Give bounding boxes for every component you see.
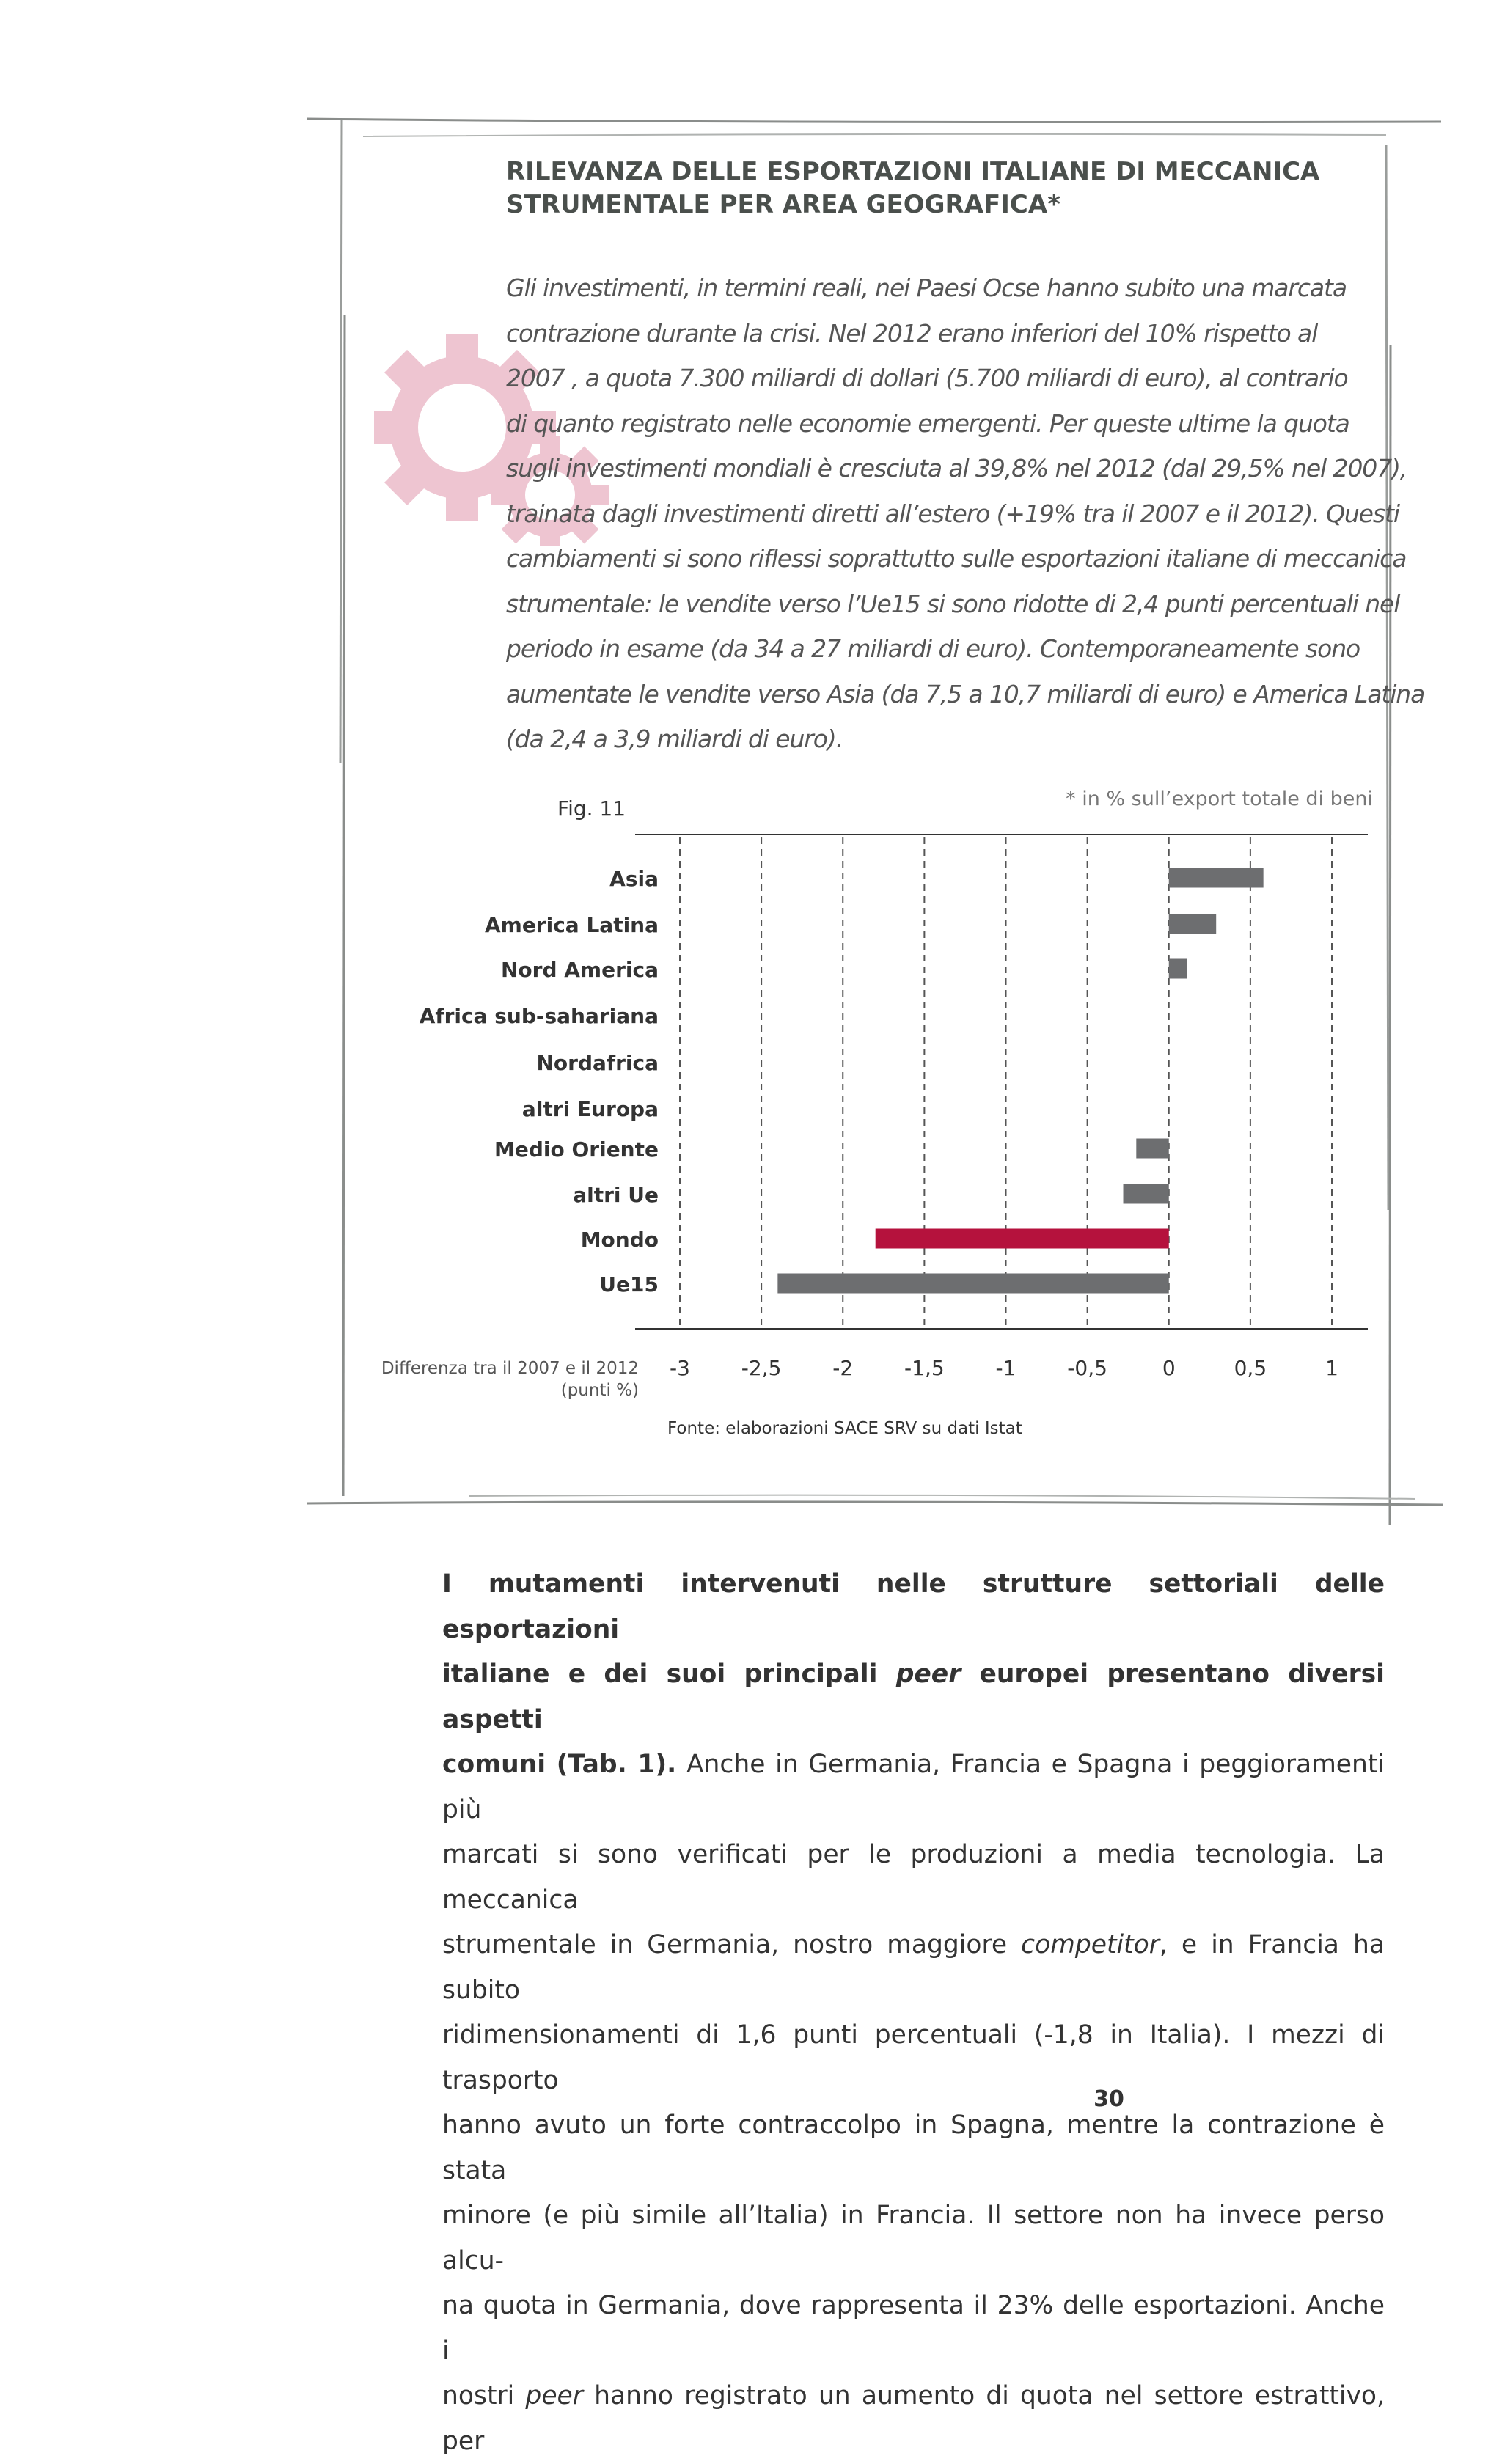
body-line: comuni (Tab. 1). Anche in Germania, Francia e Spagna i peggioramenti più	[442, 1750, 1385, 1825]
category-label: America Latina	[484, 913, 659, 937]
category-label: Asia	[609, 867, 659, 891]
chart-note: * in % sull’export totale di beni	[1066, 788, 1373, 810]
bar	[1169, 914, 1216, 934]
bar	[1136, 1139, 1168, 1159]
intro-line: contrazione durante la crisi. Nel 2012 erano inferiori del 10% rispetto al	[506, 318, 1318, 348]
category-label: Nord America	[500, 958, 659, 982]
tick-label: -2,5	[741, 1356, 782, 1380]
category-label: Ue15	[599, 1272, 659, 1297]
tick-label: 0,5	[1234, 1356, 1267, 1380]
category-label: Mondo	[580, 1228, 659, 1252]
tick-label: -3	[670, 1356, 690, 1380]
intro-line: cambiamenti si sono riflessi soprattutto sulle esportazioni italiane di meccanica	[506, 544, 1407, 573]
tick-label: -1,5	[904, 1356, 945, 1380]
body-text	[442, 1562, 1385, 2464]
category-label: Africa sub-sahariana	[419, 1004, 659, 1028]
bar	[876, 1229, 1169, 1249]
body-line: minore (e più simile all’Italia) in Francia. Il settore non ha invece perso alcu-	[442, 2201, 1385, 2276]
body-line: ridimensionamenti di 1,6 punti percentuali (-1,8 in Italia). I mezzi di trasporto	[442, 2020, 1385, 2095]
box-title	[506, 155, 1386, 221]
page-number: 30	[1093, 2086, 1124, 2112]
body-line: strumentale in Germania, nostro maggiore competitor, e in Francia ha subito	[442, 1930, 1385, 2005]
box-title-line: RILEVANZA DELLE ESPORTAZIONI ITALIANE DI MECCANICA	[506, 157, 1320, 186]
intro-line: sugli investimenti mondiali è cresciuta al 39,8% nel 2012 (dal 29,5% nel 2007),	[506, 454, 1407, 483]
chart-source: Fonte: elaborazioni SACE SRV su dati Istat	[667, 1419, 1022, 1438]
x-axis-label: Differenza tra il 2007 e il 2012	[381, 1359, 639, 1378]
bar	[777, 1274, 1168, 1294]
tick-label: -0,5	[1067, 1356, 1107, 1380]
body-line: na quota in Germania, dove rappresenta il 23% delle esportazioni. Anche i	[442, 2291, 1385, 2366]
bar-chart	[0, 763, 1502, 1452]
body-line: marcati si sono verificati per le produzioni a media tecnologia. La meccanica	[442, 1840, 1385, 1915]
bar	[1169, 868, 1264, 888]
intro-line: Gli investimenti, in termini reali, nei Paesi Ocse hanno subito una marcata	[506, 274, 1347, 302]
intro-line: (da 2,4 a 3,9 miliardi di euro).	[506, 725, 843, 753]
intro-line: di quanto registrato nelle economie emergenti. Per queste ultime la quota	[506, 408, 1349, 438]
x-axis-label-unit: (punti %)	[560, 1381, 639, 1400]
intro-line: 2007 , a quota 7.300 miliardi di dollari (5.700 miliardi di euro), al contrario	[506, 364, 1348, 392]
body-line: hanno avuto un forte contraccolpo in Spagna, mentre la contrazione è stata	[442, 2111, 1385, 2185]
body-line: italiane e dei suoi principali peer europei presentano diversi aspetti	[442, 1660, 1385, 1734]
figure-label: Fig. 11	[557, 796, 626, 821]
intro-line: trainata dagli investimenti diretti all’estero (+19% tra il 2007 e il 2012). Questi	[506, 499, 1399, 528]
body-line: nostri peer hanno registrato un aumento di quota nel settore estrattivo, per	[442, 2381, 1385, 2456]
category-label: altri Europa	[521, 1097, 659, 1121]
tick-label: -1	[995, 1356, 1016, 1380]
tick-label: 0	[1162, 1356, 1176, 1380]
category-label: Medio Oriente	[494, 1137, 659, 1162]
body-line: I mutamenti intervenuti nelle strutture settoriali delle esportazioni	[442, 1569, 1385, 1644]
box-intro-text	[506, 265, 1425, 762]
category-label: altri Ue	[573, 1183, 659, 1207]
tick-label: 1	[1325, 1356, 1338, 1380]
bar	[1169, 959, 1187, 979]
bar	[1124, 1184, 1169, 1204]
intro-line: periodo in esame (da 34 a 27 miliardi di euro). Contemporaneamente sono	[506, 634, 1360, 663]
tick-label: -2	[832, 1356, 854, 1380]
intro-line: strumentale: le vendite verso l’Ue15 si sono ridotte di 2,4 punti percentuali nel	[506, 589, 1400, 618]
intro-line: aumentate le vendite verso Asia (da 7,5 a 10,7 miliardi di euro) e America Latina	[506, 679, 1425, 708]
category-label: Nordafrica	[536, 1051, 659, 1075]
box-title-line: STRUMENTALE PER AREA GEOGRAFICA*	[506, 190, 1060, 219]
